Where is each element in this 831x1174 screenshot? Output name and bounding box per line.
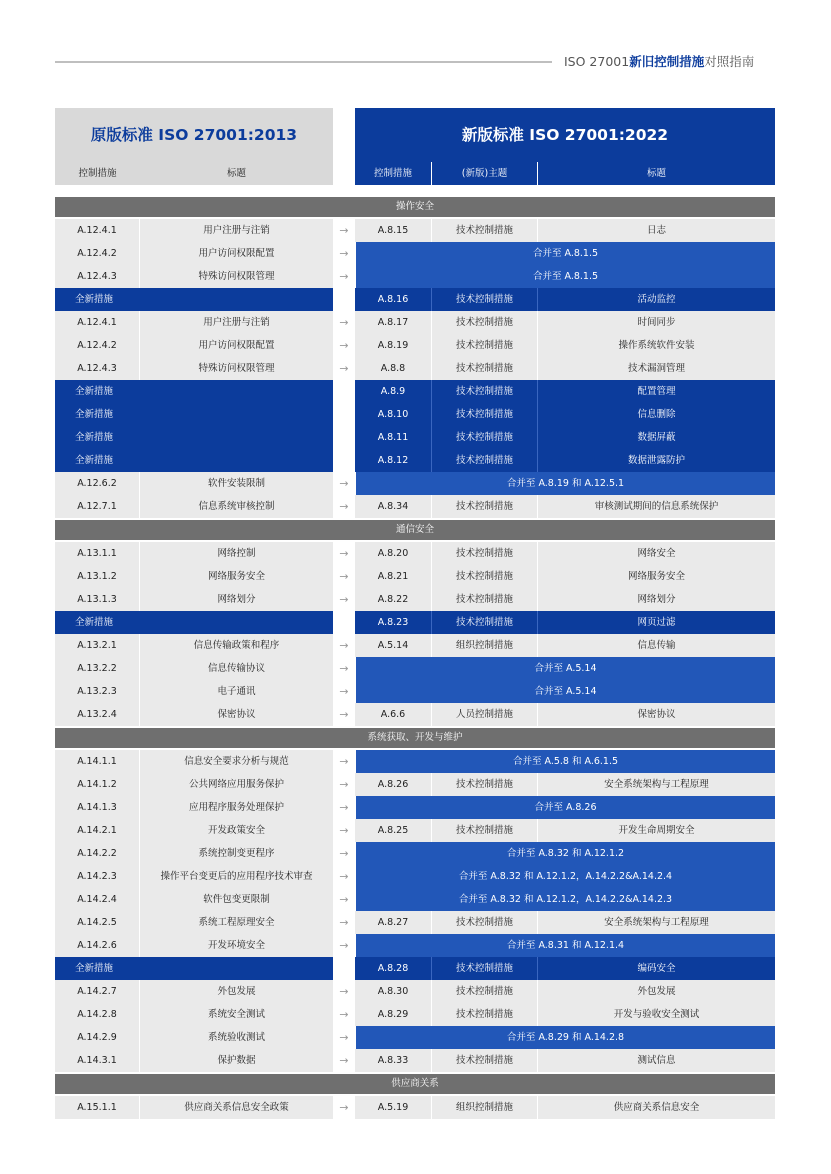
col-new-title: 标题 xyxy=(538,162,775,185)
old-title: 保护数据 xyxy=(140,1049,333,1072)
table-row xyxy=(55,1096,775,1119)
new-title: 操作系统软件安装 xyxy=(538,334,775,357)
merged-note: 合并至 A.8.1.5 xyxy=(355,242,775,265)
table-row xyxy=(55,311,775,334)
row-gap xyxy=(333,288,355,311)
old-control-id: A.13.1.2 xyxy=(55,565,140,588)
new-theme: 技术控制措施 xyxy=(432,611,538,634)
old-control-id: A.14.2.4 xyxy=(55,888,140,911)
new-title: 审核测试期间的信息系统保护 xyxy=(538,495,775,518)
table-row xyxy=(55,611,775,634)
merged-note: 合并至 A.5.8 和 A.6.1.5 xyxy=(355,750,775,773)
arrow-icon: → xyxy=(333,265,355,288)
arrow-icon: → xyxy=(333,542,355,565)
old-control-id: A.12.4.2 xyxy=(55,334,140,357)
new-title: 开发与验收安全测试 xyxy=(538,1003,775,1026)
table-row xyxy=(55,1003,775,1026)
old-title: 开发环境安全 xyxy=(140,934,333,957)
table-row xyxy=(55,842,775,865)
table-row xyxy=(55,865,775,888)
section-header: 通信安全 xyxy=(55,520,775,540)
old-control-id: 全新措施 xyxy=(55,288,140,311)
arrow-icon: → xyxy=(333,495,355,518)
header-prefix: ISO 27001 xyxy=(564,54,630,69)
old-title: 系统验收测试 xyxy=(140,1026,333,1049)
old-control-id: 全新措施 xyxy=(55,403,140,426)
new-theme: 技术控制措施 xyxy=(432,311,538,334)
old-title xyxy=(140,288,333,311)
new-control-id: A.8.34 xyxy=(355,495,432,518)
table-row xyxy=(55,819,775,842)
new-theme: 技术控制措施 xyxy=(432,1049,538,1072)
new-title: 网络划分 xyxy=(538,588,775,611)
merged-note: 合并至 A.8.1.5 xyxy=(355,265,775,288)
old-control-id: A.14.1.1 xyxy=(55,750,140,773)
old-control-id: A.14.2.9 xyxy=(55,1026,140,1049)
arrow-icon: → xyxy=(333,911,355,934)
column-header-row xyxy=(55,162,775,185)
new-title: 数据泄露防护 xyxy=(538,449,775,472)
section-header: 供应商关系 xyxy=(55,1074,775,1094)
new-theme: 技术控制措施 xyxy=(432,403,538,426)
row-gap xyxy=(333,611,355,634)
merged-note: 合并至 A.5.14 xyxy=(355,657,775,680)
table-title-row xyxy=(55,108,775,162)
new-title: 网络服务安全 xyxy=(538,565,775,588)
table-row xyxy=(55,219,775,242)
merged-note: 合并至 A.8.32 和 A.12.1.2，A.14.2.2&A.14.2.4 xyxy=(355,865,775,888)
old-control-id: 全新措施 xyxy=(55,957,140,980)
new-control-id: A.8.29 xyxy=(355,1003,432,1026)
new-control-id: A.8.26 xyxy=(355,773,432,796)
merged-note: 合并至 A.8.31 和 A.12.1.4 xyxy=(355,934,775,957)
new-theme: 组织控制措施 xyxy=(432,1096,538,1119)
old-title xyxy=(140,380,333,403)
new-title: 网络安全 xyxy=(538,542,775,565)
new-theme: 技术控制措施 xyxy=(432,980,538,1003)
arrow-icon: → xyxy=(333,819,355,842)
table-row xyxy=(55,542,775,565)
table-row xyxy=(55,888,775,911)
arrow-icon: → xyxy=(333,588,355,611)
table-row xyxy=(55,334,775,357)
new-control-id: A.5.14 xyxy=(355,634,432,657)
merged-note: 合并至 A.8.32 和 A.12.1.2，A.14.2.2&A.14.2.3 xyxy=(355,888,775,911)
old-control-id: 全新措施 xyxy=(55,449,140,472)
arrow-icon: → xyxy=(333,242,355,265)
new-control-id: A.8.12 xyxy=(355,449,432,472)
new-theme: 技术控制措施 xyxy=(432,911,538,934)
new-control-id: A.6.6 xyxy=(355,703,432,726)
new-theme: 组织控制措施 xyxy=(432,634,538,657)
col-old-title: 标题 xyxy=(140,162,333,185)
new-title: 编码安全 xyxy=(538,957,775,980)
new-control-id: A.5.19 xyxy=(355,1096,432,1119)
new-title: 外包发展 xyxy=(538,980,775,1003)
arrow-icon: → xyxy=(333,703,355,726)
page-header xyxy=(564,52,754,70)
new-control-id: A.8.19 xyxy=(355,334,432,357)
new-title: 开发生命周期安全 xyxy=(538,819,775,842)
new-control-id: A.8.15 xyxy=(355,219,432,242)
new-theme: 技术控制措施 xyxy=(432,426,538,449)
new-theme: 技术控制措施 xyxy=(432,773,538,796)
old-title: 网络划分 xyxy=(140,588,333,611)
old-control-id: A.14.3.1 xyxy=(55,1049,140,1072)
table-row xyxy=(55,565,775,588)
merged-note: 合并至 A.8.32 和 A.12.1.2 xyxy=(355,842,775,865)
table-row xyxy=(55,773,775,796)
old-control-id: 全新措施 xyxy=(55,611,140,634)
old-control-id: A.12.6.2 xyxy=(55,472,140,495)
title-gap xyxy=(333,108,355,162)
arrow-icon: → xyxy=(333,1026,355,1049)
col-old-control: 控制措施 xyxy=(55,162,140,185)
new-standard-title: 新版标准 ISO 27001:2022 xyxy=(355,108,775,162)
arrow-icon: → xyxy=(333,980,355,1003)
new-control-id: A.8.10 xyxy=(355,403,432,426)
table-row xyxy=(55,472,775,495)
arrow-icon: → xyxy=(333,796,355,819)
new-theme: 技术控制措施 xyxy=(432,542,538,565)
new-title: 测试信息 xyxy=(538,1049,775,1072)
table-row xyxy=(55,634,775,657)
new-control-id: A.8.9 xyxy=(355,380,432,403)
new-control-id: A.8.8 xyxy=(355,357,432,380)
old-title: 保密协议 xyxy=(140,703,333,726)
new-title: 数据屏蔽 xyxy=(538,426,775,449)
arrow-icon: → xyxy=(333,634,355,657)
table-row xyxy=(55,934,775,957)
old-title xyxy=(140,449,333,472)
old-title: 信息传输政策和程序 xyxy=(140,634,333,657)
old-control-id: A.12.4.1 xyxy=(55,219,140,242)
header-highlight: 新旧控制措施 xyxy=(629,54,705,69)
new-theme: 技术控制措施 xyxy=(432,819,538,842)
old-title: 网络控制 xyxy=(140,542,333,565)
table-row xyxy=(55,265,775,288)
arrow-icon: → xyxy=(333,1003,355,1026)
row-gap xyxy=(333,957,355,980)
new-control-id: A.8.27 xyxy=(355,911,432,934)
old-control-id: A.14.1.3 xyxy=(55,796,140,819)
table-row xyxy=(55,1026,775,1049)
arrow-icon: → xyxy=(333,565,355,588)
new-title: 供应商关系信息安全 xyxy=(538,1096,775,1119)
new-theme: 技术控制措施 xyxy=(432,288,538,311)
old-control-id: A.12.4.3 xyxy=(55,357,140,380)
header-suffix: 对照指南 xyxy=(704,54,755,69)
new-control-id: A.8.30 xyxy=(355,980,432,1003)
table-row xyxy=(55,911,775,934)
new-title: 安全系统架构与工程原理 xyxy=(538,773,775,796)
new-control-id: A.8.21 xyxy=(355,565,432,588)
old-title: 电子通讯 xyxy=(140,680,333,703)
new-control-id: A.8.17 xyxy=(355,311,432,334)
header-rule xyxy=(55,61,552,63)
merged-note: 合并至 A.8.19 和 A.12.5.1 xyxy=(355,472,775,495)
new-control-id: A.8.23 xyxy=(355,611,432,634)
old-title: 用户注册与注销 xyxy=(140,311,333,334)
row-gap xyxy=(333,449,355,472)
new-title: 时间同步 xyxy=(538,311,775,334)
col-gap xyxy=(333,162,355,185)
old-control-id: 全新措施 xyxy=(55,380,140,403)
old-control-id: A.15.1.1 xyxy=(55,1096,140,1119)
table-row xyxy=(55,657,775,680)
new-theme: 技术控制措施 xyxy=(432,219,538,242)
old-standard-title: 原版标准 ISO 27001:2013 xyxy=(55,108,333,162)
arrow-icon: → xyxy=(333,842,355,865)
table-row xyxy=(55,588,775,611)
section-header: 系统获取、开发与维护 xyxy=(55,728,775,748)
old-title: 操作平台变更后的应用程序技术审查 xyxy=(140,865,333,888)
arrow-icon: → xyxy=(333,888,355,911)
old-title: 系统工程原理安全 xyxy=(140,911,333,934)
new-theme: 技术控制措施 xyxy=(432,588,538,611)
old-title: 用户访问权限配置 xyxy=(140,242,333,265)
old-control-id: A.13.2.1 xyxy=(55,634,140,657)
old-control-id: 全新措施 xyxy=(55,426,140,449)
table-row xyxy=(55,750,775,773)
old-title xyxy=(140,403,333,426)
new-control-id: A.8.11 xyxy=(355,426,432,449)
arrow-icon: → xyxy=(333,357,355,380)
old-title: 公共网络应用服务保护 xyxy=(140,773,333,796)
old-control-id: A.13.1.1 xyxy=(55,542,140,565)
table-row xyxy=(55,449,775,472)
row-gap xyxy=(333,380,355,403)
old-title xyxy=(140,426,333,449)
new-theme: 技术控制措施 xyxy=(432,565,538,588)
new-theme: 技术控制措施 xyxy=(432,495,538,518)
new-title: 活动监控 xyxy=(538,288,775,311)
arrow-icon: → xyxy=(333,1096,355,1119)
old-control-id: A.14.2.3 xyxy=(55,865,140,888)
new-title: 技术漏洞管理 xyxy=(538,357,775,380)
table-row xyxy=(55,288,775,311)
old-control-id: A.14.2.6 xyxy=(55,934,140,957)
new-title: 保密协议 xyxy=(538,703,775,726)
old-title: 信息传输协议 xyxy=(140,657,333,680)
table-row xyxy=(55,380,775,403)
table-row xyxy=(55,703,775,726)
col-new-theme: (新版)主题 xyxy=(432,162,538,185)
new-theme: 技术控制措施 xyxy=(432,449,538,472)
new-control-id: A.8.16 xyxy=(355,288,432,311)
arrow-icon: → xyxy=(333,472,355,495)
merged-note: 合并至 A.8.29 和 A.14.2.8 xyxy=(355,1026,775,1049)
new-control-id: A.8.28 xyxy=(355,957,432,980)
table-row xyxy=(55,980,775,1003)
arrow-icon: → xyxy=(333,934,355,957)
new-title: 网页过滤 xyxy=(538,611,775,634)
old-title: 外包发展 xyxy=(140,980,333,1003)
arrow-icon: → xyxy=(333,334,355,357)
new-title: 配置管理 xyxy=(538,380,775,403)
old-title xyxy=(140,957,333,980)
new-title: 信息删除 xyxy=(538,403,775,426)
new-control-id: A.8.25 xyxy=(355,819,432,842)
new-control-id: A.8.22 xyxy=(355,588,432,611)
table-body xyxy=(55,197,775,1119)
old-title: 用户注册与注销 xyxy=(140,219,333,242)
old-control-id: A.13.2.2 xyxy=(55,657,140,680)
new-title: 日志 xyxy=(538,219,775,242)
table-row xyxy=(55,796,775,819)
old-control-id: A.14.1.2 xyxy=(55,773,140,796)
arrow-icon: → xyxy=(333,750,355,773)
old-title: 开发政策安全 xyxy=(140,819,333,842)
old-control-id: A.13.2.4 xyxy=(55,703,140,726)
table-row xyxy=(55,426,775,449)
old-title: 特殊访问权限管理 xyxy=(140,265,333,288)
old-control-id: A.12.4.3 xyxy=(55,265,140,288)
old-control-id: A.14.2.2 xyxy=(55,842,140,865)
old-control-id: A.14.2.5 xyxy=(55,911,140,934)
table-row xyxy=(55,957,775,980)
table-row xyxy=(55,242,775,265)
old-title: 系统控制变更程序 xyxy=(140,842,333,865)
new-theme: 技术控制措施 xyxy=(432,957,538,980)
old-control-id: A.12.7.1 xyxy=(55,495,140,518)
old-title: 网络服务安全 xyxy=(140,565,333,588)
old-title xyxy=(140,611,333,634)
new-control-id: A.8.20 xyxy=(355,542,432,565)
col-new-control: 控制措施 xyxy=(355,162,432,185)
old-title: 软件安装限制 xyxy=(140,472,333,495)
old-title: 信息安全要求分析与规范 xyxy=(140,750,333,773)
arrow-icon: → xyxy=(333,773,355,796)
old-control-id: A.12.4.2 xyxy=(55,242,140,265)
old-title: 供应商关系信息安全政策 xyxy=(140,1096,333,1119)
new-title: 安全系统架构与工程原理 xyxy=(538,911,775,934)
table-row xyxy=(55,403,775,426)
new-theme: 技术控制措施 xyxy=(432,334,538,357)
section-header: 操作安全 xyxy=(55,197,775,217)
old-title: 特殊访问权限管理 xyxy=(140,357,333,380)
new-control-id: A.8.33 xyxy=(355,1049,432,1072)
old-title: 应用程序服务处理保护 xyxy=(140,796,333,819)
arrow-icon: → xyxy=(333,865,355,888)
header-spacer xyxy=(55,185,775,195)
new-title: 信息传输 xyxy=(538,634,775,657)
table-row xyxy=(55,357,775,380)
old-control-id: A.13.2.3 xyxy=(55,680,140,703)
table-row xyxy=(55,1049,775,1072)
new-theme: 技术控制措施 xyxy=(432,357,538,380)
arrow-icon: → xyxy=(333,311,355,334)
old-title: 系统安全测试 xyxy=(140,1003,333,1026)
old-control-id: A.12.4.1 xyxy=(55,311,140,334)
old-control-id: A.14.2.7 xyxy=(55,980,140,1003)
row-gap xyxy=(333,426,355,449)
new-theme: 人员控制措施 xyxy=(432,703,538,726)
row-gap xyxy=(333,403,355,426)
old-control-id: A.13.1.3 xyxy=(55,588,140,611)
comparison-table xyxy=(55,108,775,1119)
old-title: 用户访问权限配置 xyxy=(140,334,333,357)
merged-note: 合并至 A.8.26 xyxy=(355,796,775,819)
merged-note: 合并至 A.5.14 xyxy=(355,680,775,703)
arrow-icon: → xyxy=(333,1049,355,1072)
new-theme: 技术控制措施 xyxy=(432,1003,538,1026)
old-control-id: A.14.2.1 xyxy=(55,819,140,842)
new-theme: 技术控制措施 xyxy=(432,380,538,403)
table-row xyxy=(55,495,775,518)
arrow-icon: → xyxy=(333,219,355,242)
old-title: 信息系统审核控制 xyxy=(140,495,333,518)
table-row xyxy=(55,680,775,703)
arrow-icon: → xyxy=(333,680,355,703)
old-title: 软件包变更限制 xyxy=(140,888,333,911)
old-control-id: A.14.2.8 xyxy=(55,1003,140,1026)
arrow-icon: → xyxy=(333,657,355,680)
